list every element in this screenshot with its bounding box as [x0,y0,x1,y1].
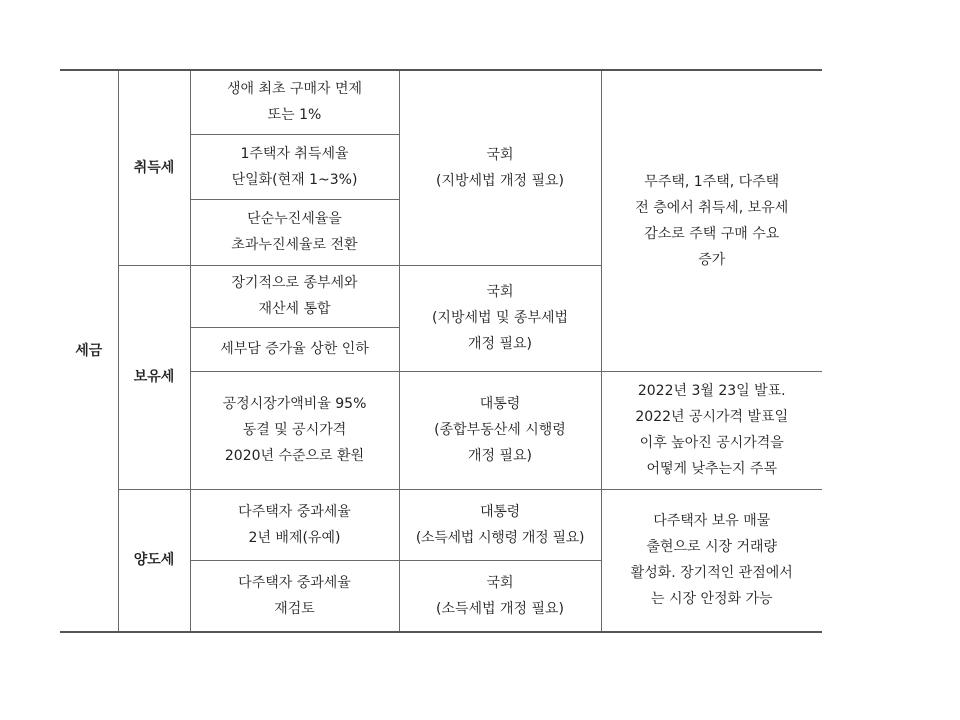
measure-cell: 장기적으로 종부세와 재산세 통합 [190,265,399,327]
transfer-tax-label: 양도세 [118,489,190,632]
authority-cell: 대통령 (소득세법 시행령 개정 필요) [399,489,601,560]
measure-cell: 단순누진세율을 초과누진세율로 전환 [190,199,399,265]
holding-tax-label: 보유세 [118,265,190,489]
table-row [60,70,822,134]
impact-cell: 무주택, 1주택, 다주택 전 층에서 취득세, 보유세 감소로 주택 구매 수요 증가 [601,70,822,371]
measure-cell: 1주택자 취득세율 단일화(현재 1~3%) [190,134,399,199]
measure-cell: 다주택자 중과세율 재검토 [190,560,399,632]
impact-cell: 2022년 3월 23일 발표. 2022년 공시가격 발표일 이후 높아진 공시가격을 어떻게 낮추는지 주목 [601,371,822,489]
measure-cell: 다주택자 중과세율 2년 배제(유예) [190,489,399,560]
authority-cell: 국회 (소득세법 개정 필요) [399,560,601,632]
impact-cell: 다주택자 보유 매물 출현으로 시장 거래량 활성화. 장기적인 관점에서 는 시장 안정화 가능 [601,489,822,632]
authority-cell: 국회 (지방세법 개정 필요) [399,70,601,265]
category-cell: 세금 [60,70,118,632]
measure-cell: 생애 최초 구매자 면제 또는 1% [190,70,399,134]
authority-cell: 대통령 (종합부동산세 시행령 개정 필요) [399,371,601,489]
authority-cell: 국회 (지방세법 및 종부세법 개정 필요) [399,265,601,371]
measure-cell: 공정시장가액비율 95% 동결 및 공시가격 2020년 수준으로 환원 [190,371,399,489]
acquisition-tax-label: 취득세 [118,70,190,265]
table-row [60,489,822,560]
measure-cell: 세부담 증가율 상한 인하 [190,327,399,371]
tax-policy-table [60,69,822,633]
